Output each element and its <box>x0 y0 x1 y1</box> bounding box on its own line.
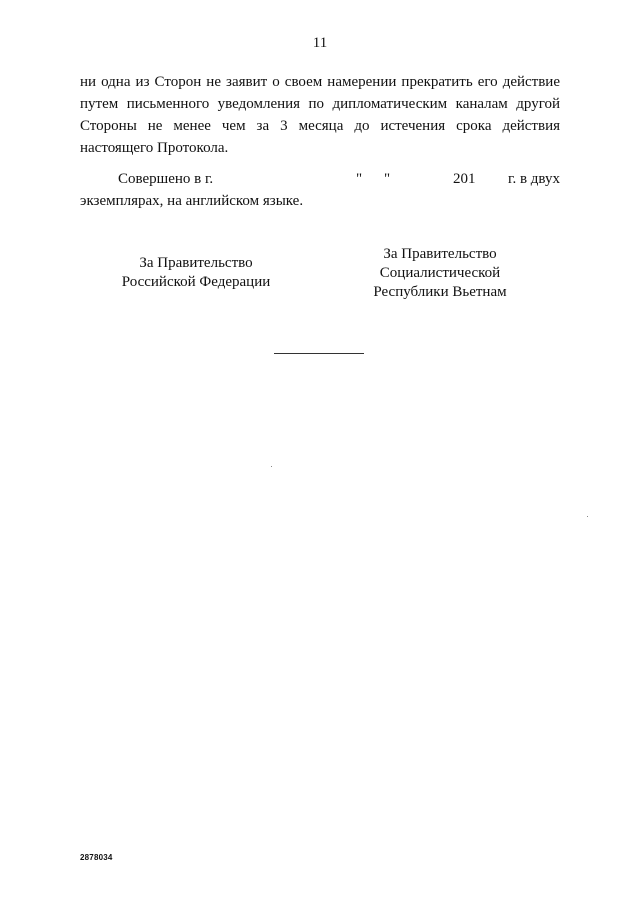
date-quote-open: " <box>356 171 363 187</box>
signature-line: Российской Федерации <box>121 274 271 290</box>
scan-speck <box>587 516 588 517</box>
done-at-prefix: Совершено в г. <box>118 171 214 187</box>
paragraph-line: ни одна из Сторон не заявит о своем намерении прекратить его действие <box>80 74 560 90</box>
page-number: 11 <box>312 35 328 51</box>
document-code: 2878034 <box>80 853 113 862</box>
scan-speck <box>271 466 272 467</box>
signature-line: Социалистической <box>379 265 501 281</box>
paragraph-line: Стороны не менее чем за 3 месяца до истечения срока действия <box>80 118 560 134</box>
done-at-continuation: экземплярах, на английском языке. <box>80 193 304 209</box>
signature-block-russia <box>96 254 296 292</box>
date-quote-close: " <box>384 171 391 187</box>
paragraph-line: настоящего Протокола. <box>80 140 229 156</box>
done-at-line <box>80 168 560 190</box>
closing-paragraph <box>80 71 560 159</box>
signature-line: За Правительство <box>383 246 497 262</box>
signature-block-vietnam <box>340 245 540 302</box>
paragraph-line: путем письменного уведомления по дипломатическим каналам другой <box>80 96 560 112</box>
end-of-document-rule <box>274 353 364 354</box>
signature-line: Республики Вьетнам <box>373 284 507 300</box>
done-year: 201 <box>453 171 476 187</box>
done-at-suffix: г. в двух <box>508 171 560 187</box>
signature-line: За Правительство <box>139 255 253 271</box>
